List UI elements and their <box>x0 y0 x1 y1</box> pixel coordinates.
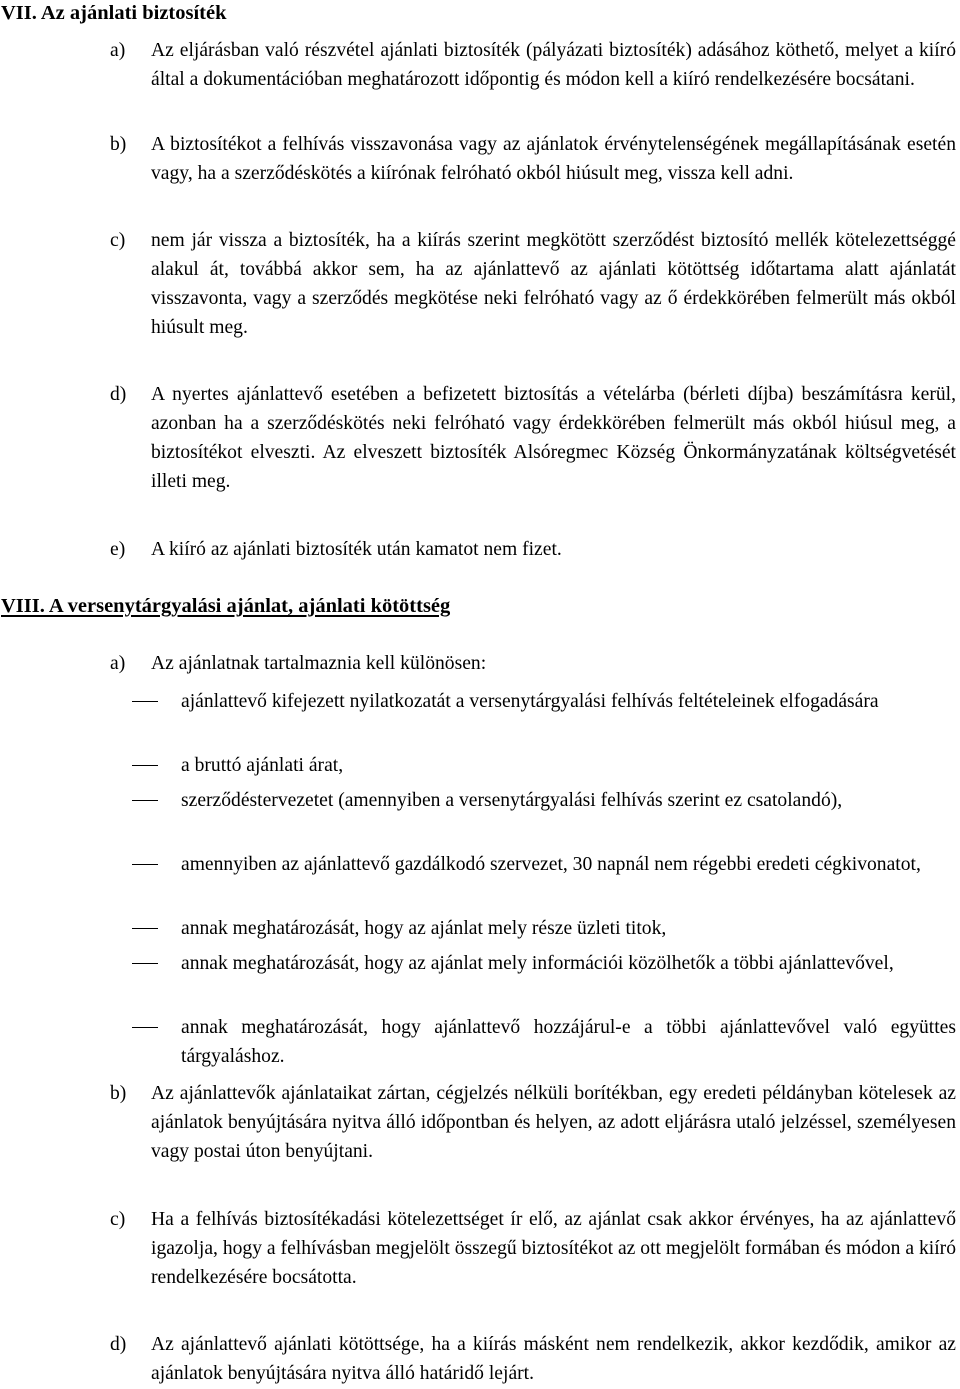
section-8-item-c <box>110 1205 956 1292</box>
item-label: c) <box>110 1209 126 1230</box>
item-text: A nyertes ajánlattevő esetében a befizetett biztosítás a vételárba (bérleti díjba) beszámításra kerül, azonban ha a szerződéskötés neki felróható vagy érdekkörében felmerült más okból hiúsul meg, a biztosítékot elveszti. Az elveszett biztosíték Alsóregmec Község Önkormányzatának költségvetését illeti meg. <box>151 384 956 492</box>
item-label: c) <box>110 230 126 251</box>
section-7-item-c <box>110 226 956 342</box>
section-8-heading: VIII. A versenytárgyalási ajánlat, ajánlati kötöttség <box>1 595 451 617</box>
dash-icon <box>132 1027 158 1028</box>
section-8-item-a <box>110 649 956 678</box>
dash-icon <box>132 963 158 964</box>
dash-icon <box>132 800 158 801</box>
item-text: Az ajánlatnak tartalmaznia kell különösen: <box>151 653 487 674</box>
section-7-item-d <box>110 380 956 496</box>
item-text: A kiíró az ajánlati biztosíték után kamatot nem fizet. <box>151 539 562 560</box>
list-item <box>132 850 956 879</box>
item-label: b) <box>110 134 127 155</box>
item-label: a) <box>110 653 126 674</box>
item-label: d) <box>110 1334 127 1355</box>
list-item <box>132 914 956 943</box>
list-item <box>132 786 956 815</box>
list-item-text: annak meghatározását, hogy az ajánlat mely része üzleti titok, <box>181 918 667 939</box>
list-item <box>132 1013 956 1071</box>
section-8-item-d <box>110 1330 956 1388</box>
section-7-item-a <box>110 36 956 94</box>
item-text: Az eljárásban való részvétel ajánlati biztosíték (pályázati biztosíték) adásához köthető, melyet a kiíró által a dokumentációban meghatározott időpontig és módon kell a kiíró rendelkezésére bocsátani. <box>151 40 956 90</box>
list-item <box>132 949 956 978</box>
section-7-item-e <box>110 535 956 564</box>
item-text: nem jár vissza a biztosíték, ha a kiírás szerint megkötött szerződést biztosító mellék kötelezettséggé alakul át, továbbá akkor sem, ha az ajánlattevő az ajánlati kötöttség időtartama alatt ajánlatát visszavonta, vagy a szerződés megkötése neki felróható vagy az ő érdekkörében felmerült más okból hiúsult meg. <box>151 230 956 338</box>
item-text: A biztosítékot a felhívás visszavonása vagy az ajánlatok érvénytelenségének megállapításának esetén vagy, ha a szerződéskötés a kiírónak felróható okból hiúsult meg, vissza kell adni. <box>151 134 956 184</box>
dash-icon <box>132 928 158 929</box>
section-7-heading: VII. Az ajánlati biztosíték <box>1 2 227 24</box>
item-text: Az ajánlattevő ajánlati kötöttsége, ha a kiírás másként nem rendelkezik, akkor kezdődik, amikor az ajánlatok benyújtására nyitva álló határidő lejárt. <box>151 1334 956 1384</box>
item-text: Ha a felhívás biztosítékadási kötelezettséget ír elő, az ajánlat csak akkor érvényes, ha az ajánlattevő igazolja, hogy a felhívásban megjelölt összegű biztosítékot az ott megjelölt formában és módon a kiíró rendelkezésére bocsátotta. <box>151 1209 956 1288</box>
list-item-text: ajánlattevő kifejezett nyilatkozatát a versenytárgyalási felhívás feltételeinek elfogadására <box>181 691 879 712</box>
list-item <box>132 751 956 780</box>
item-label: e) <box>110 539 126 560</box>
item-label: d) <box>110 384 127 405</box>
list-item-text: a bruttó ajánlati árat, <box>181 755 344 776</box>
item-text: Az ajánlattevők ajánlataikat zártan, cégjelzés nélküli borítékban, egy eredeti példányban kötelesek az ajánlatok benyújtására nyitva álló időpontban és helyen, az adott eljárásra utaló jelzéssel, személyesen vagy postai úton benyújtani. <box>151 1083 956 1162</box>
list-item-text: annak meghatározását, hogy ajánlattevő hozzájárul-e a többi ajánlattevővel való együttes tárgyaláshoz. <box>181 1017 956 1067</box>
dash-icon <box>132 765 158 766</box>
list-item-text: amennyiben az ajánlattevő gazdálkodó szervezet, 30 napnál nem régebbi eredeti cégkivonatot, <box>181 854 921 875</box>
list-item-text: annak meghatározását, hogy az ajánlat mely információi közölhetők a többi ajánlattevővel, <box>181 953 894 974</box>
list-item <box>132 687 956 716</box>
dash-icon <box>132 701 158 702</box>
item-label: b) <box>110 1083 127 1104</box>
section-7-item-b <box>110 130 956 188</box>
dash-icon <box>132 864 158 865</box>
list-item-text: szerződéstervezetet (amennyiben a versenytárgyalási felhívás szerint ez csatolandó), <box>181 790 843 811</box>
item-label: a) <box>110 40 126 61</box>
section-8-item-b <box>110 1079 956 1166</box>
